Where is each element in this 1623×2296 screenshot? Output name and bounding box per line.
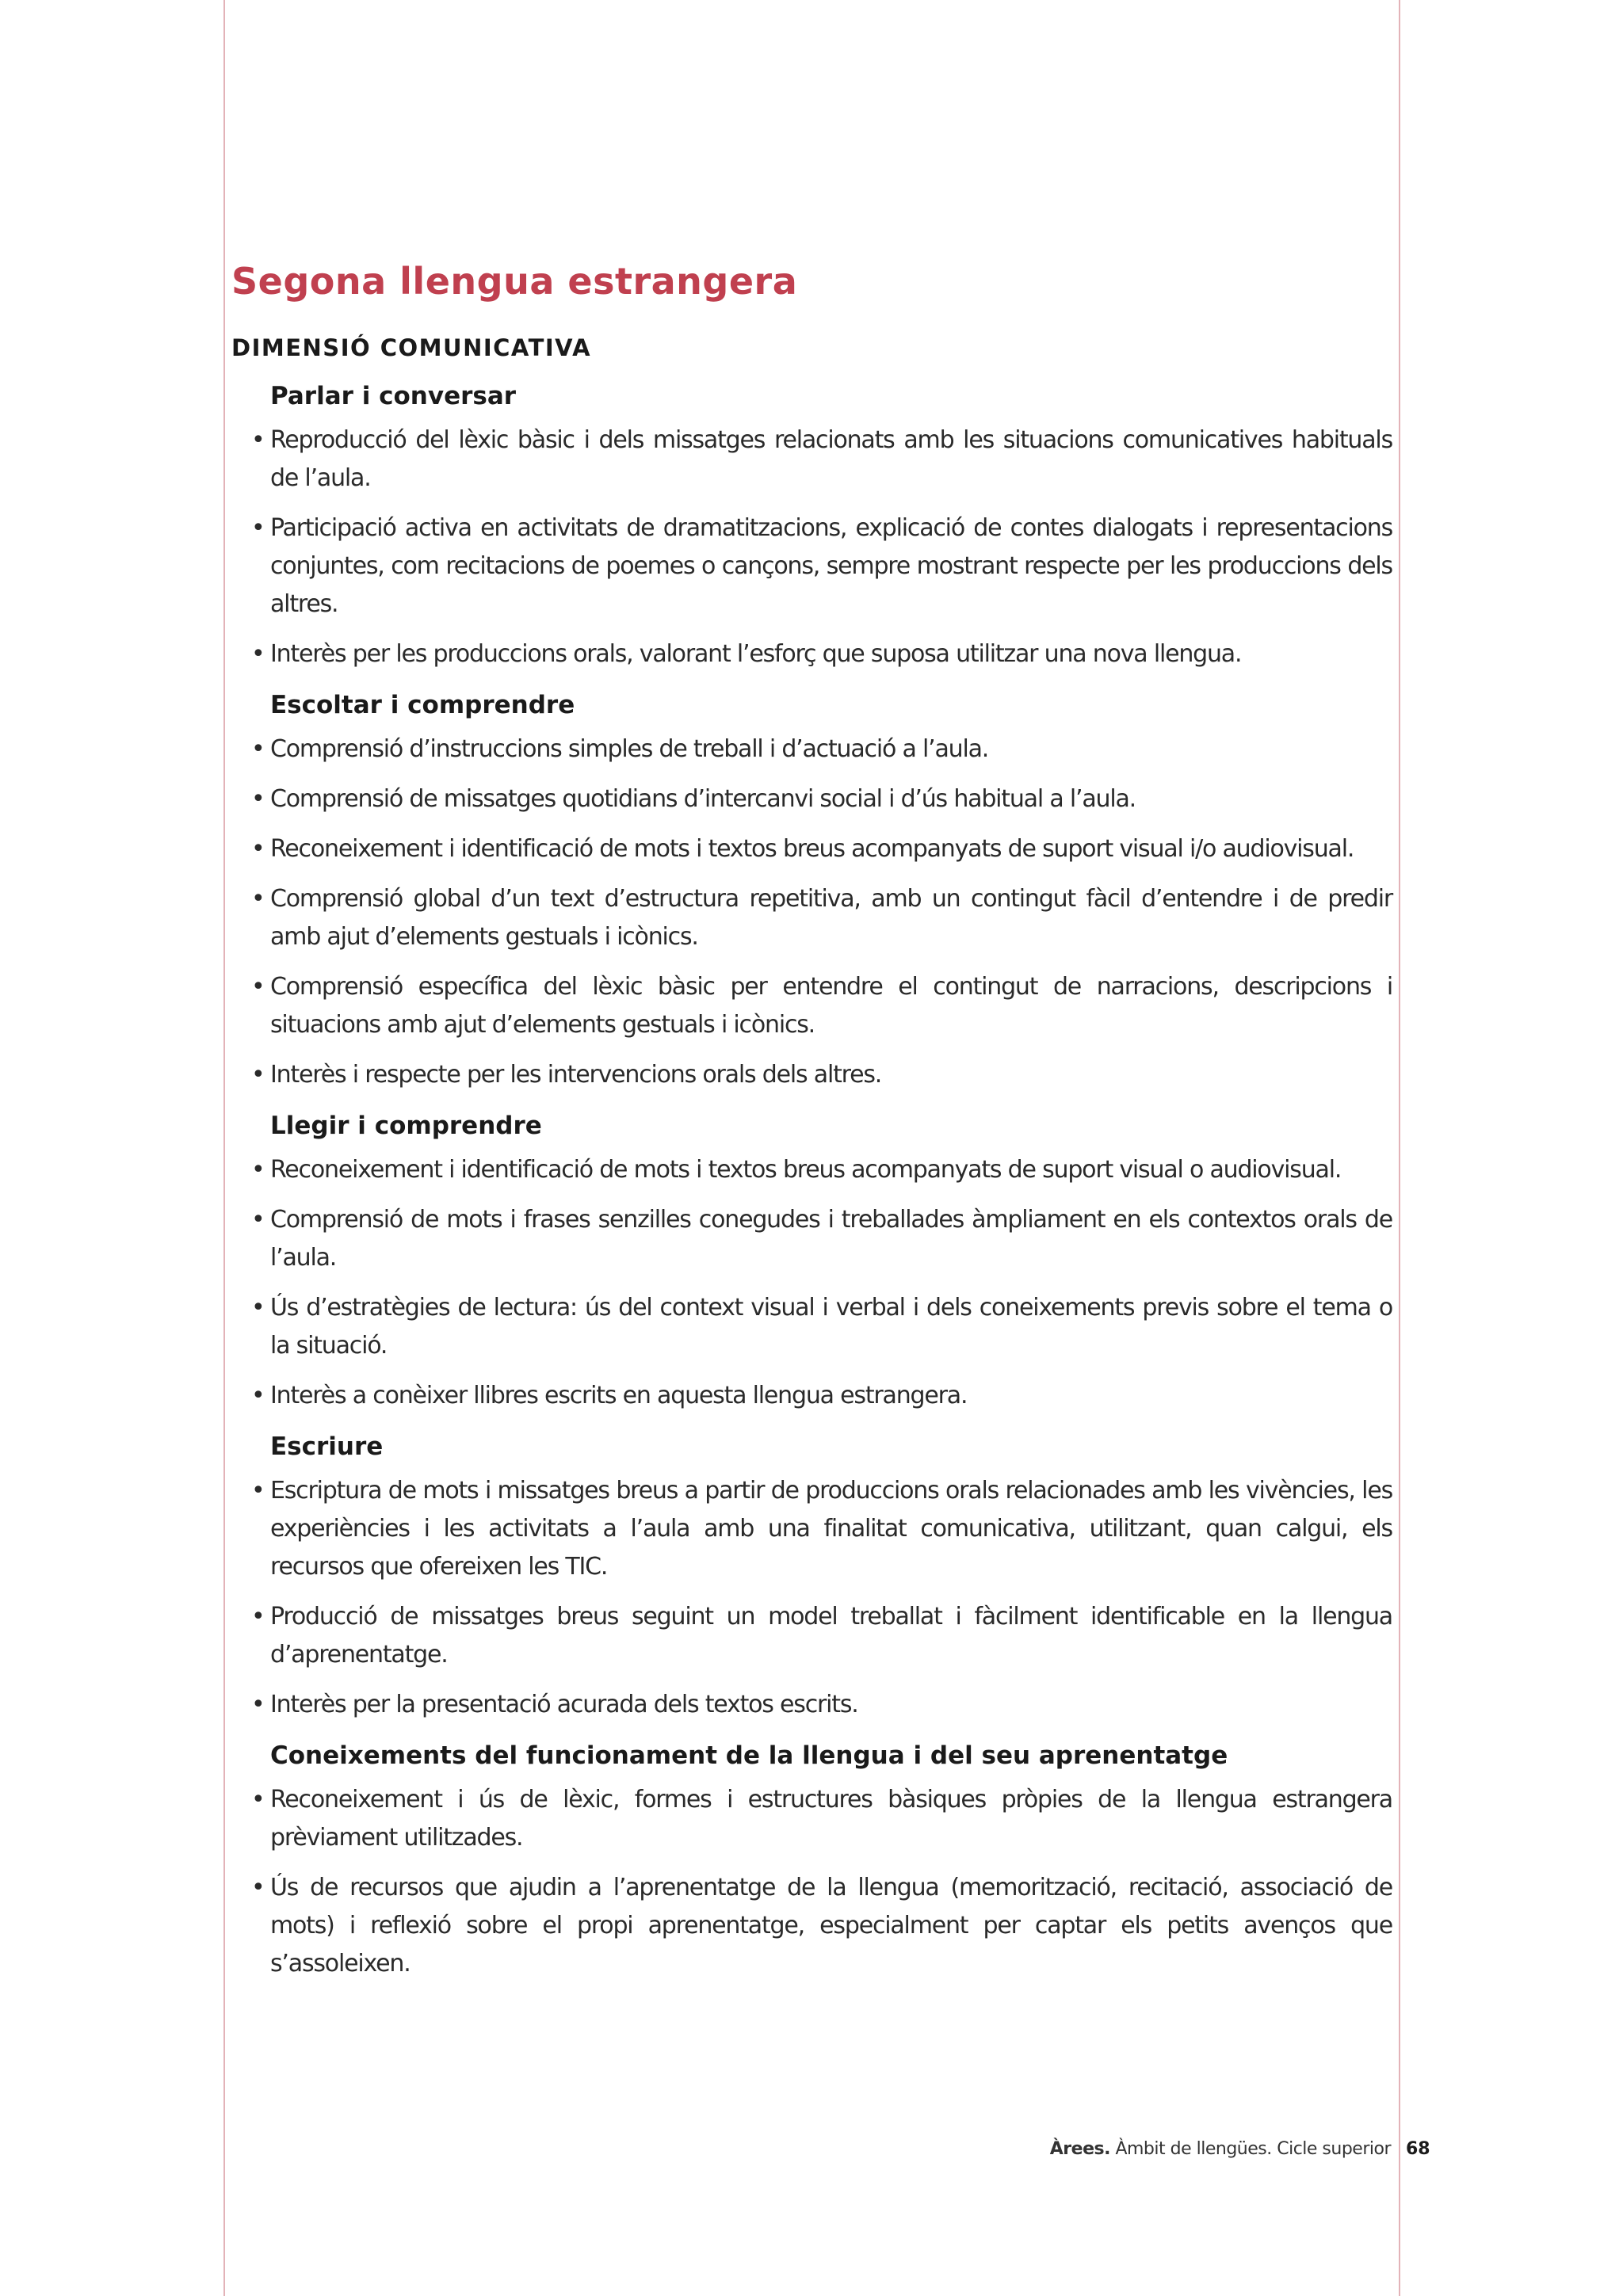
footer-area-label: Àrees. bbox=[1049, 2139, 1110, 2159]
list-item: • Participació activa en activitats de dramatitzacions, explicació de contes dialogats i representacions conjuntes, com recitacions de poemes o cançons, sempre mostrant respecte per les produccions dels altres. bbox=[270, 509, 1392, 624]
item-list bbox=[270, 730, 1392, 1094]
item-list bbox=[270, 1472, 1392, 1724]
right-margin-rule bbox=[1399, 0, 1400, 2296]
list-item: • Interès i respecte per les intervencions orals dels altres. bbox=[270, 1056, 1392, 1094]
list-item: • Reproducció del lèxic bàsic i dels missatges relacionats amb les situacions comunicatives habituals de l’aula. bbox=[270, 421, 1392, 498]
list-item: • Ús de recursos que ajudin a l’aprenentatge de la llengua (memorització, recitació, associació de mots) i reflexió sobre el propi aprenentatge, especialment per captar els petits avenços que s’assoleixen. bbox=[270, 1869, 1392, 1983]
item-list bbox=[270, 1781, 1392, 1983]
item-list bbox=[270, 421, 1392, 673]
list-item: • Ús d’estratègies de lectura: ús del context visual i verbal i dels coneixements previs sobre el tema o la situació. bbox=[270, 1289, 1392, 1365]
page-title: Segona llengua estrangera bbox=[231, 260, 798, 303]
section-title: Coneixements del funcionament de la llengua i del seu aprenentatge bbox=[270, 1741, 1228, 1770]
document-body bbox=[231, 260, 1392, 2000]
section-title: Parlar i conversar bbox=[270, 382, 517, 410]
list-item: • Comprensió global d’un text d’estructura repetitiva, amb un contingut fàcil d’entendre i de predir amb ajut d’elements gestuals i icònics. bbox=[270, 880, 1392, 956]
section-escoltar bbox=[270, 691, 1392, 1094]
section-title: Llegir i comprendre bbox=[270, 1112, 542, 1140]
list-item: • Reconeixement i identificació de mots i textos breus acompanyats de suport visual i/o audiovisual. bbox=[270, 830, 1392, 868]
section-llegir bbox=[270, 1112, 1392, 1415]
section-title: Escoltar i comprendre bbox=[270, 691, 575, 719]
section-title: Escriure bbox=[270, 1432, 384, 1461]
section-escriure bbox=[270, 1432, 1392, 1724]
item-list bbox=[270, 1151, 1392, 1415]
list-item: • Reconeixement i identificació de mots i textos breus acompanyats de suport visual o audiovisual. bbox=[270, 1151, 1392, 1189]
list-item: • Interès a conèixer llibres escrits en aquesta llengua estrangera. bbox=[270, 1377, 1392, 1415]
left-margin-rule bbox=[223, 0, 225, 2296]
list-item: • Interès per la presentació acurada dels textos escrits. bbox=[270, 1686, 1392, 1724]
section-coneixements bbox=[270, 1741, 1392, 1983]
list-item: • Reconeixement i ús de lèxic, formes i estructures bàsiques pròpies de la llengua estrangera prèviament utilitzades. bbox=[270, 1781, 1392, 1857]
page-footer bbox=[872, 2139, 1391, 2159]
list-item: • Comprensió d’instruccions simples de treball i d’actuació a l’aula. bbox=[270, 730, 1392, 769]
footer-text: Àmbit de llengües. Cicle superior bbox=[1115, 2139, 1391, 2159]
list-item: • Producció de missatges breus seguint un model treballat i fàcilment identificable en la llengua d’aprenentatge. bbox=[270, 1598, 1392, 1674]
list-item: • Interès per les produccions orals, valorant l’esforç que suposa utilitzar una nova llengua. bbox=[270, 635, 1392, 673]
section-parlar bbox=[270, 382, 1392, 673]
page-number: 68 bbox=[1406, 2139, 1430, 2159]
list-item: • Comprensió de mots i frases senzilles conegudes i treballades àmpliament en els contextos orals de l’aula. bbox=[270, 1201, 1392, 1277]
list-item: • Comprensió de missatges quotidians d’intercanvi social i d’ús habitual a l’aula. bbox=[270, 780, 1392, 818]
list-item: • Comprensió específica del lèxic bàsic per entendre el contingut de narracions, descripcions i situacions amb ajut d’elements gestuals i icònics. bbox=[270, 968, 1392, 1044]
dimension-heading: DIMENSIÓ COMUNICATIVA bbox=[231, 334, 592, 361]
list-item: • Escriptura de mots i missatges breus a partir de produccions orals relacionades amb les vivències, les experiències i les activitats a l’aula amb una finalitat comunicativa, utilitzant, quan calgui, els recursos que ofereixen les TIC. bbox=[270, 1472, 1392, 1586]
